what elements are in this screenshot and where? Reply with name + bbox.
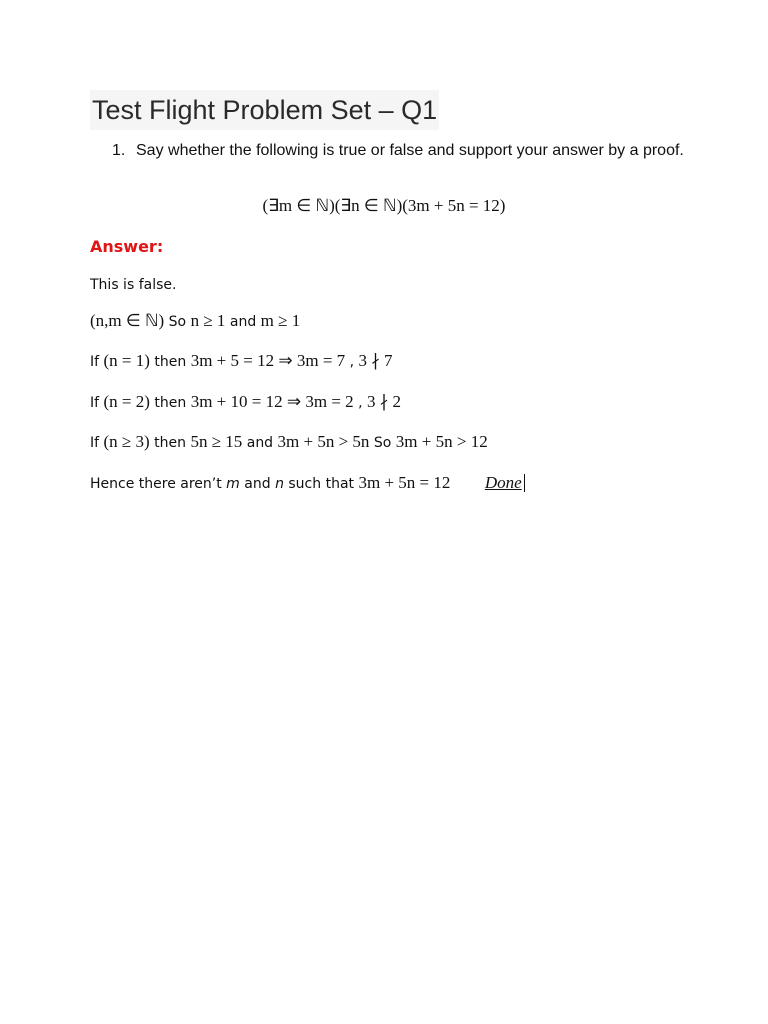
variable: m (226, 476, 240, 492)
answer-word: then (154, 354, 187, 370)
math-expression: (n,m ∈ ℕ) (90, 311, 165, 330)
separator: , (358, 395, 363, 411)
answer-word: If (90, 395, 100, 411)
math-expression: (n = 2) (103, 392, 150, 411)
answer-text: Hence there aren’t (90, 476, 222, 492)
answer-word: If (90, 354, 100, 370)
math-expression: n ≥ 1 (190, 311, 226, 330)
math-expression: 3m + 5n = 12 (358, 473, 451, 492)
answer-line-5 (90, 432, 488, 452)
page-title: Test Flight Problem Set – Q1 (90, 90, 439, 130)
math-expression: (n ≥ 3) (103, 432, 150, 451)
answer-word: and (246, 435, 274, 451)
math-expression: 3m + 5n > 5n (277, 432, 370, 451)
answer-word: So (373, 435, 392, 451)
math-expression: 5n ≥ 15 (190, 432, 243, 451)
answer-word: If (90, 435, 100, 451)
question-item (112, 140, 692, 162)
separator: , (349, 354, 355, 370)
done-marker: Done (485, 474, 525, 492)
math-expression: 3 ∤ 2 (367, 392, 402, 411)
answer-heading: Answer: (90, 237, 164, 256)
answer-word: and (244, 476, 271, 492)
question-number: 1. (112, 142, 126, 159)
answer-word: then (154, 395, 187, 411)
question-text: Say whether the following is true or false and support your answer by a proof. (136, 142, 684, 159)
math-expression: 3m + 5n > 12 (395, 432, 488, 451)
math-expression: m ≥ 1 (260, 311, 301, 330)
math-statement: (∃m ∈ ℕ)(∃n ∈ ℕ)(3m + 5n = 12) (262, 196, 506, 215)
math-expression: 3m + 10 = 12 ⇒ 3m = 2 (190, 392, 354, 411)
answer-line-2 (90, 311, 300, 331)
answer-line-3 (90, 351, 393, 371)
answer-line-6 (90, 473, 525, 493)
answer-text: such that (288, 476, 355, 492)
answer-word: and (229, 314, 257, 330)
math-expression: 3 ∤ 7 (358, 351, 393, 370)
answer-text: This is false. (90, 277, 177, 293)
math-expression: 3m + 5 = 12 ⇒ 3m = 7 (190, 351, 346, 370)
answer-word: So (168, 314, 187, 330)
math-expression: (n = 1) (103, 351, 150, 370)
answer-line-4 (90, 392, 401, 412)
answer-line-1 (90, 277, 176, 293)
variable: n (275, 476, 284, 492)
answer-word: then (154, 435, 186, 451)
